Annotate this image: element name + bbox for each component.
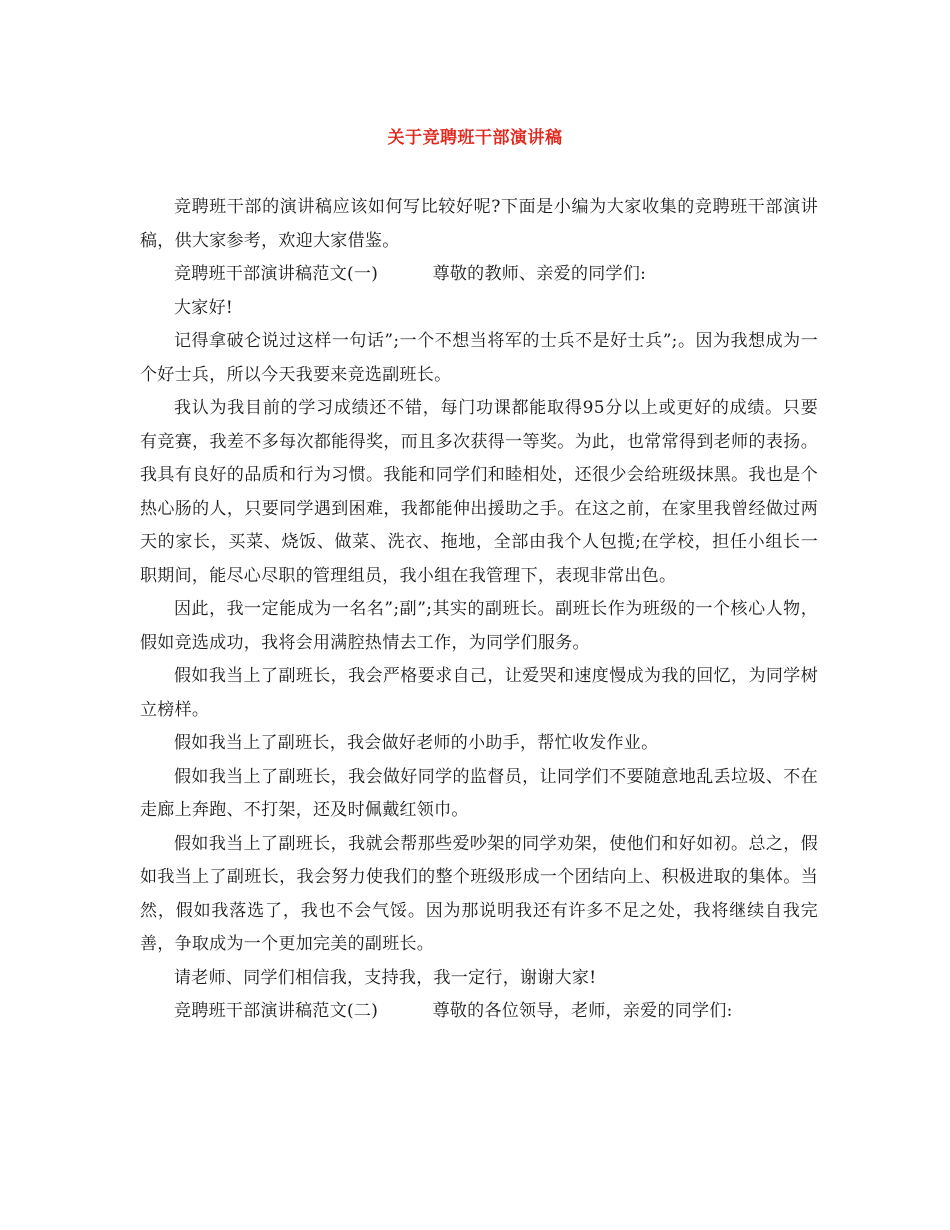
section-greeting: 尊敬的教师、亲爱的同学们:: [432, 264, 647, 284]
document-title: 关于竞聘班干部演讲稿: [387, 128, 563, 148]
paragraph: 假如我当上了副班长，我会严格要求自己，让爱哭和速度慢成为我的回忆，为同学树立榜样。: [140, 666, 818, 720]
section-title: 竞聘班干部演讲稿范文(二): [174, 1001, 379, 1021]
paragraph: 我认为我目前的学习成绩还不错，每门功课都能取得95分以上或更好的成绩。只要有竞赛，我差不多每次都能得奖，而且多次获得一等奖。为此，也常常得到老师的表扬。我具有良好的品质和行为习惯。我能和同学们和睦相处，还很少会给班级抹黑。我也是个热心肠的人，只要同学遇到困难，我都能伸出援助之手。在这之前，在家里我曾经做过两天的家长，买菜、烧饭、做菜、洗衣、拖地，全部由我个人包揽;在学校，担任小组长一职期间，能尽心尽职的管理组员，我小组在我管理下，表现非常出色。: [140, 398, 818, 586]
section-heading-1: [140, 258, 818, 292]
paragraph: 因此，我一定能成为一名名”;副”;其实的副班长。副班长作为班级的一个核心人物，假如竞选成功，我将会用满腔热情去工作，为同学们服务。: [140, 599, 818, 653]
paragraph: 假如我当上了副班长，我会做好同学的监督员，让同学们不要随意地乱丢垃圾、不在走廊上奔跑、不打架，还及时佩戴红领巾。: [140, 766, 818, 820]
paragraph: 大家好!: [174, 297, 234, 318]
paragraph: 请老师、同学们相信我，支持我，我一定行，谢谢大家!: [174, 967, 597, 988]
section-heading-2: [140, 995, 818, 1029]
paragraph: 记得拿破仑说过这样一句话”;一个不想当将军的士兵不是好士兵”;。因为我想成为一个好士兵，所以今天我要来竞选副班长。: [140, 331, 818, 385]
section-title: 竞聘班干部演讲稿范文(一): [174, 264, 379, 284]
section-greeting: 尊敬的各位领导，老师，亲爱的同学们:: [432, 1001, 733, 1021]
paragraph-intro: 竞聘班干部的演讲稿应该如何写比较好呢?下面是小编为大家收集的竞聘班干部演讲稿，供大家参考，欢迎大家借鉴。: [140, 197, 818, 251]
paragraph: 假如我当上了副班长，我就会帮那些爱吵架的同学劝架，使他们和好如初。总之，假如我当上了副班长，我会努力使我们的整个班级形成一个团结向上、积极进取的集体。当然，假如我落选了，我也不会气馁。因为那说明我还有许多不足之处，我将继续自我完善，争取成为一个更加完美的副班长。: [140, 833, 818, 954]
paragraph: 假如我当上了副班长，我会做好老师的小助手，帮忙收发作业。: [174, 733, 659, 753]
document-body: [140, 191, 818, 1029]
